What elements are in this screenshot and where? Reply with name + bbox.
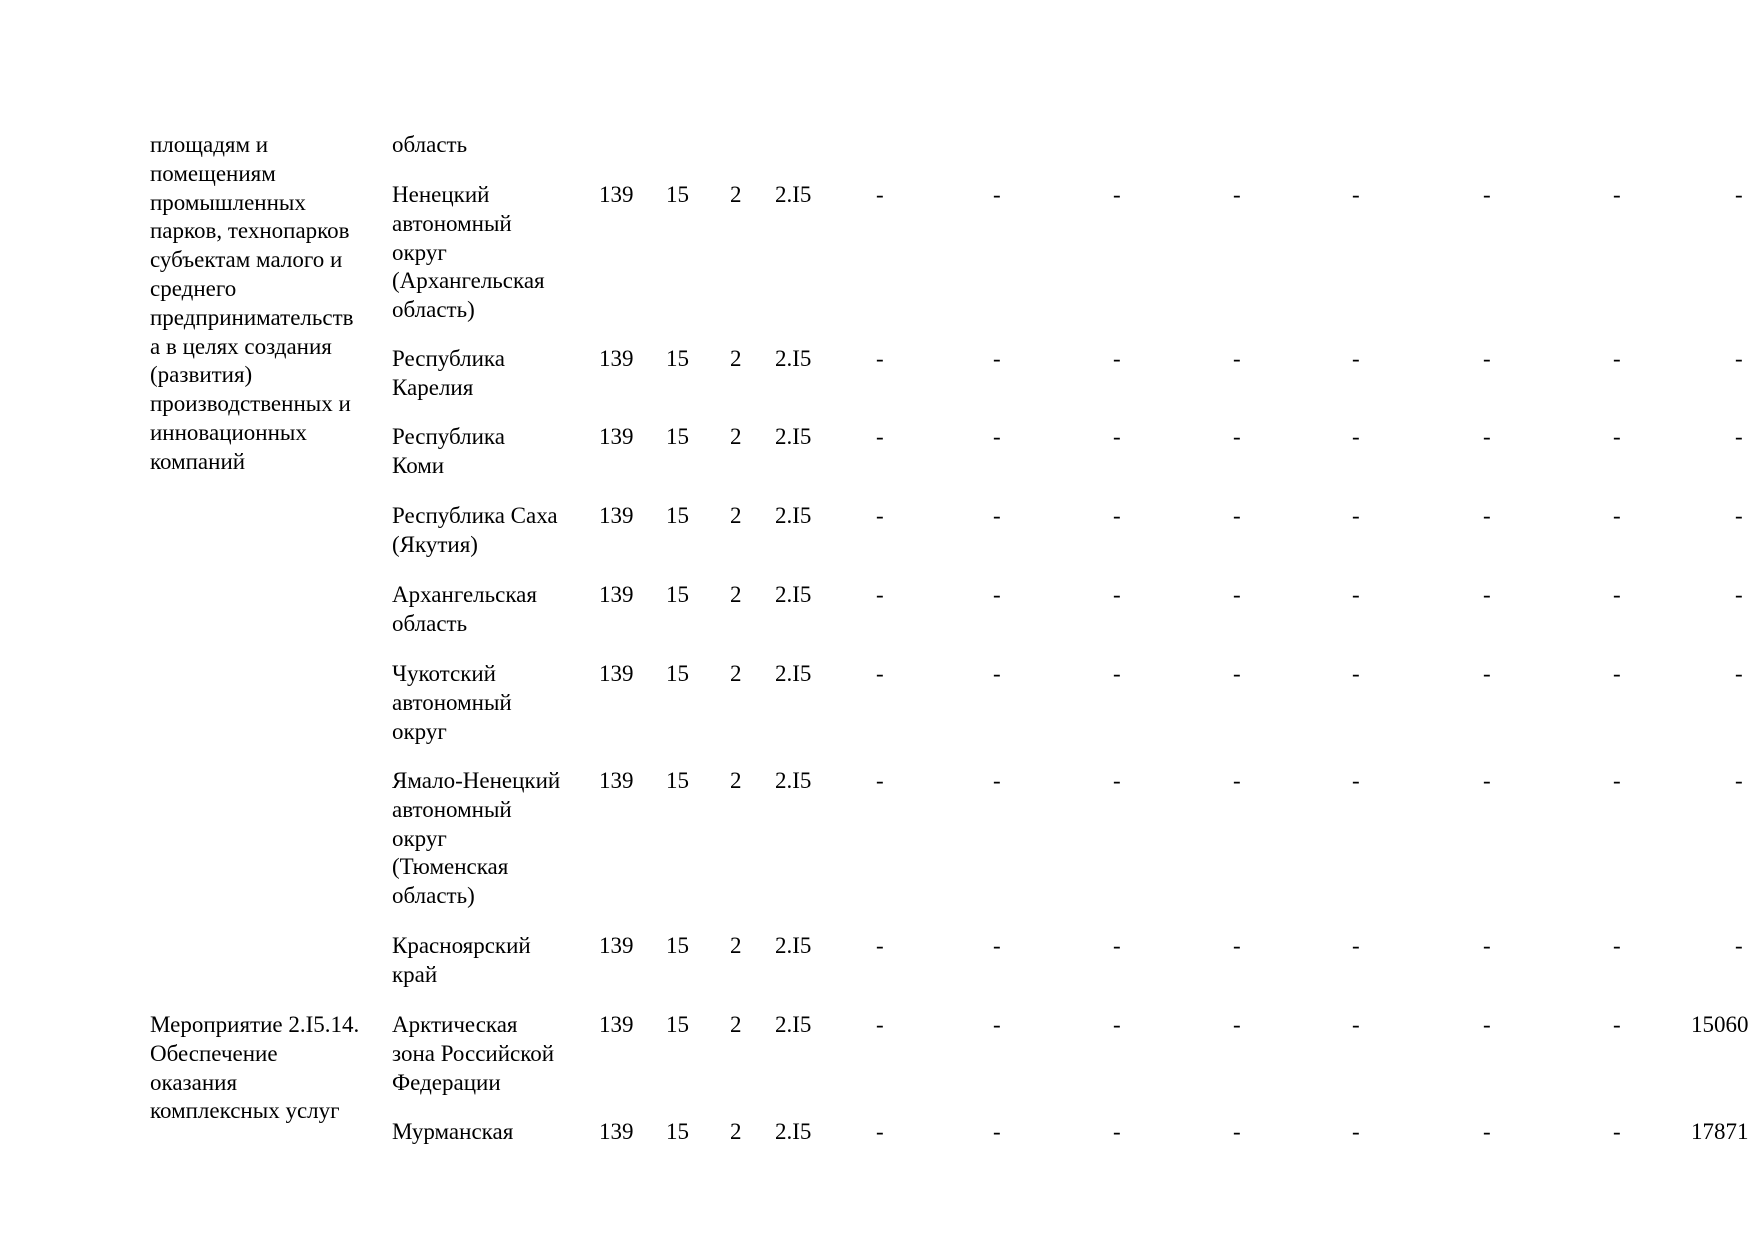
- code-program: 15: [666, 1012, 689, 1037]
- region-name: Красноярский край: [392, 933, 531, 987]
- code-program: 15: [666, 182, 689, 207]
- value-cell: -: [1613, 582, 1621, 607]
- code-program: 15: [666, 933, 689, 958]
- code-grbs: 139: [599, 582, 634, 607]
- value-cell: -: [1613, 182, 1621, 207]
- code-grbs: 139: [599, 933, 634, 958]
- code-program: 15: [666, 661, 689, 686]
- value-cell: -: [1483, 1012, 1491, 1037]
- value-cell: -: [993, 1119, 1001, 1144]
- value-cell: -: [1113, 424, 1121, 449]
- code-program: 15: [666, 582, 689, 607]
- measure-title-2-i5-14: Мероприятие 2.I5.14. Обеспечение оказания комплексных услуг: [150, 1012, 360, 1124]
- region-continuation: область: [392, 132, 468, 157]
- region-name: Республика Саха (Якутия): [392, 503, 558, 557]
- code-grbs: 139: [599, 503, 634, 528]
- code-grbs: 139: [599, 768, 634, 793]
- value-cell: -: [1352, 661, 1360, 686]
- value-cell: -: [1483, 661, 1491, 686]
- code-measure: 2.I5: [775, 933, 812, 958]
- value-cell: -: [1352, 1119, 1360, 1144]
- code-grbs: 139: [599, 1119, 634, 1144]
- code-grbs: 139: [599, 1012, 634, 1037]
- value-cell: -: [1233, 1012, 1241, 1037]
- code-measure: 2.I5: [775, 768, 812, 793]
- value-cell: 17871: [1691, 1119, 1749, 1144]
- value-cell: -: [1352, 503, 1360, 528]
- value-cell: -: [1233, 503, 1241, 528]
- code-subprogram: 2: [730, 1119, 742, 1144]
- value-cell: 15060: [1691, 1012, 1749, 1037]
- code-grbs: 139: [599, 346, 634, 371]
- value-cell: -: [993, 424, 1001, 449]
- measure-description: площадям и помещениям промышленных парков, технопарков субъектам малого и среднего предпринимательств а в целях создания (развития) производственных и инновационных компаний: [150, 132, 354, 474]
- value-cell: -: [1113, 346, 1121, 371]
- code-subprogram: 2: [730, 582, 742, 607]
- value-cell: -: [993, 503, 1001, 528]
- value-cell: -: [876, 933, 884, 958]
- value-cell: -: [1483, 1119, 1491, 1144]
- code-grbs: 139: [599, 424, 634, 449]
- value-cell: -: [1352, 582, 1360, 607]
- value-cell: -: [1613, 768, 1621, 793]
- value-cell: -: [876, 582, 884, 607]
- value-cell: -: [993, 768, 1001, 793]
- value-cell: -: [1735, 661, 1743, 686]
- code-measure: 2.I5: [775, 1012, 812, 1037]
- value-cell: -: [993, 182, 1001, 207]
- value-cell: -: [1483, 503, 1491, 528]
- value-cell: -: [1113, 1012, 1121, 1037]
- code-measure: 2.I5: [775, 661, 812, 686]
- value-cell: -: [876, 768, 884, 793]
- code-measure: 2.I5: [775, 503, 812, 528]
- code-grbs: 139: [599, 661, 634, 686]
- value-cell: -: [1483, 768, 1491, 793]
- value-cell: -: [876, 424, 884, 449]
- region-name: Арктическая зона Российской Федерации: [392, 1012, 555, 1095]
- value-cell: -: [1352, 424, 1360, 449]
- region-name: Мурманская: [392, 1119, 514, 1144]
- value-cell: -: [1113, 582, 1121, 607]
- value-cell: -: [1613, 1012, 1621, 1037]
- code-program: 15: [666, 424, 689, 449]
- value-cell: -: [1735, 424, 1743, 449]
- value-cell: -: [876, 1119, 884, 1144]
- code-measure: 2.I5: [775, 346, 812, 371]
- code-program: 15: [666, 503, 689, 528]
- code-subprogram: 2: [730, 768, 742, 793]
- value-cell: -: [1735, 582, 1743, 607]
- value-cell: -: [876, 661, 884, 686]
- code-subprogram: 2: [730, 1012, 742, 1037]
- value-cell: -: [1233, 661, 1241, 686]
- value-cell: -: [1233, 424, 1241, 449]
- value-cell: -: [876, 1012, 884, 1037]
- value-cell: -: [1483, 933, 1491, 958]
- region-name: Республика Карелия: [392, 346, 505, 400]
- region-name: Ямало-Ненецкий автономный округ (Тюменская область): [392, 768, 561, 909]
- code-subprogram: 2: [730, 503, 742, 528]
- value-cell: -: [1233, 582, 1241, 607]
- code-program: 15: [666, 1119, 689, 1144]
- value-cell: -: [993, 1012, 1001, 1037]
- value-cell: -: [993, 933, 1001, 958]
- code-subprogram: 2: [730, 661, 742, 686]
- value-cell: -: [1483, 582, 1491, 607]
- value-cell: -: [993, 582, 1001, 607]
- value-cell: -: [1233, 182, 1241, 207]
- code-subprogram: 2: [730, 424, 742, 449]
- code-measure: 2.I5: [775, 182, 812, 207]
- value-cell: -: [1483, 424, 1491, 449]
- value-cell: -: [1352, 1012, 1360, 1037]
- value-cell: -: [1352, 346, 1360, 371]
- value-cell: -: [1233, 346, 1241, 371]
- value-cell: -: [1352, 933, 1360, 958]
- code-program: 15: [666, 768, 689, 793]
- value-cell: -: [876, 182, 884, 207]
- value-cell: -: [1613, 1119, 1621, 1144]
- value-cell: -: [1613, 346, 1621, 371]
- code-subprogram: 2: [730, 182, 742, 207]
- code-subprogram: 2: [730, 346, 742, 371]
- code-grbs: 139: [599, 182, 634, 207]
- value-cell: -: [1735, 182, 1743, 207]
- value-cell: -: [1113, 933, 1121, 958]
- value-cell: -: [1113, 661, 1121, 686]
- value-cell: -: [1113, 503, 1121, 528]
- value-cell: -: [1735, 768, 1743, 793]
- value-cell: -: [1613, 661, 1621, 686]
- value-cell: -: [1735, 933, 1743, 958]
- region-name: Чукотский автономный округ: [392, 661, 512, 744]
- region-name: Архангельская область: [392, 582, 537, 636]
- value-cell: -: [1233, 933, 1241, 958]
- value-cell: -: [876, 346, 884, 371]
- value-cell: -: [1735, 346, 1743, 371]
- value-cell: -: [1483, 346, 1491, 371]
- value-cell: -: [1233, 1119, 1241, 1144]
- value-cell: -: [1735, 503, 1743, 528]
- code-measure: 2.I5: [775, 424, 812, 449]
- value-cell: -: [1613, 933, 1621, 958]
- value-cell: -: [1113, 1119, 1121, 1144]
- value-cell: -: [876, 503, 884, 528]
- value-cell: -: [1113, 182, 1121, 207]
- code-program: 15: [666, 346, 689, 371]
- value-cell: -: [1483, 182, 1491, 207]
- value-cell: -: [1113, 768, 1121, 793]
- code-measure: 2.I5: [775, 1119, 812, 1144]
- code-measure: 2.I5: [775, 582, 812, 607]
- value-cell: -: [1613, 503, 1621, 528]
- value-cell: -: [1352, 182, 1360, 207]
- value-cell: -: [993, 346, 1001, 371]
- region-name: Ненецкий автономный округ (Архангельская область): [392, 182, 545, 323]
- value-cell: -: [1613, 424, 1621, 449]
- value-cell: -: [1352, 768, 1360, 793]
- region-name: Республика Коми: [392, 424, 505, 478]
- value-cell: -: [993, 661, 1001, 686]
- code-subprogram: 2: [730, 933, 742, 958]
- value-cell: -: [1233, 768, 1241, 793]
